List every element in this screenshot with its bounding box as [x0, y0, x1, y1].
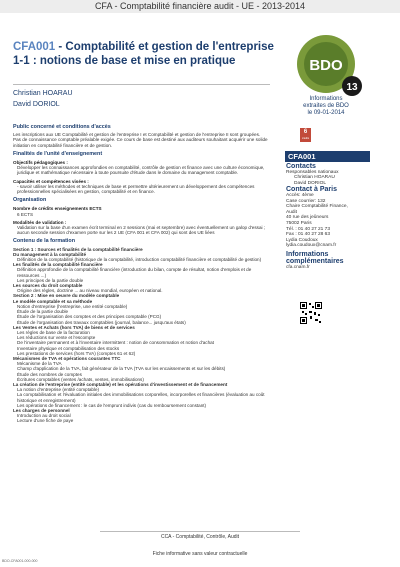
content-item: Introduction au droit social	[17, 413, 71, 419]
contact-place-lines	[286, 193, 370, 249]
contact-place-line: 40 rue des jeûneurs	[286, 215, 329, 221]
content-subheading: Les charges de personnel	[13, 407, 70, 413]
footer-line: CCA - Comptabilité, Contrôle, Audit	[160, 534, 240, 540]
course-code-bar-text: CFA001	[288, 152, 316, 161]
content-item: De l'inventaire permanent et à l'inventaire intermittent : notion de consommation et notion d'achat	[17, 340, 214, 346]
contact-place-heading: Contact à Paris	[286, 186, 337, 194]
content-item: Étude de l'organisation des travaux comptables (journal, balance... jusqu'aux états)	[17, 319, 186, 325]
footer-line: Fiche informative sans valeur contractuelle	[152, 551, 248, 557]
content-subheading: Les sources du droit comptable	[13, 283, 83, 289]
content-subheading: Les finalités de la comptabilité financière	[13, 262, 103, 268]
contact-place-line[interactable]: lydia.coudoux@cnam.fr	[286, 243, 337, 249]
credits-label: crédits	[301, 137, 310, 140]
caption-line: Informations	[309, 96, 343, 102]
paragraph: Les inscriptions aux UE Comptabilité et gestion de l'entreprise I et Comptabilité et gestion de l'entreprise II sont groupées.	[13, 132, 261, 138]
top-bar-text: CFA - Comptabilité financière audit - UE - 2013-2014	[94, 1, 306, 11]
contact-line: Responsables nationaux	[286, 169, 339, 175]
footer-divider	[100, 531, 300, 532]
contacts-heading: Contacts	[286, 163, 316, 170]
page-title	[13, 40, 275, 68]
bdo-logo-icon	[296, 32, 364, 100]
caption-line: extraites de BDO	[303, 103, 349, 109]
credits-number: 6	[303, 129, 308, 135]
logo-text: BDO	[309, 57, 343, 74]
paragraph: 6 ECTS	[17, 211, 34, 217]
paragraph: Développer les connaissances approfondies en comptabilité, contrôle de gestion et finance avec une culture économique, juridique et mathématique nécessaire à toute poursuite d'étude dans le domaine du management comptable.	[17, 165, 265, 176]
caption-line: le 09-01-2014	[307, 110, 345, 116]
paragraph: - savoir utiliser les méthodes et techniques de base et permettre ultérieurement un développement des compétences professionnelles spécialisées en gestion, comptabilité et en finance.	[17, 183, 255, 195]
contact-place-line: Case courrier: 132	[286, 198, 326, 204]
content-item: Les opérations de financement : le cas de l'emprunt indivis (cas du remboursement constant)	[17, 402, 207, 408]
content-item: La comptabilisation et l'évaluation initiales des immobilisations corporelles, incorporelles et financières (évaluation au coût historique et enregistrement)	[17, 392, 265, 403]
contact-place-line: Fax : 01 40 27 28 63	[286, 232, 331, 238]
paragraph: Pas de connaissance comptable préalable exigée. Ce cours de base est destiné aux auditeurs souhaitant acquérir une solide initiation en comptabilité financière et de gestion.	[13, 137, 268, 148]
contact-line: Christian HOARAU	[294, 175, 335, 181]
content-item: Origine des règles, doctrine ... au niveau mondial, européen et national.	[17, 288, 163, 294]
content-subheading: Le modèle comptable et sa méthode	[13, 298, 93, 304]
content-list	[13, 247, 270, 424]
content-item: Les prestations de services (hors TVA) (comptes 61 et 62)	[17, 350, 136, 356]
section-heading-organisation: Organisation	[13, 197, 47, 204]
credits-badge	[300, 128, 311, 142]
content-item: Les réductions sur vente et l'escompte	[17, 335, 96, 341]
content-item: Étude de la partie double	[17, 309, 69, 315]
course-title: Comptabilité et gestion de l'entreprise 1-1 : notions de base et mise en pratique	[13, 41, 274, 67]
content-item: Définition de la comptabilité (historique de la comptabilité, introduction comptabilité financière et comptabilité de gestion)	[17, 257, 262, 263]
content-item: Champ d'application de la TVA, fait générateur de la TVA (TVA sur les encaissements et sur les débits)	[17, 366, 226, 372]
content-item: Écritures comptables (ventes /achats, ventes, immobilisations)	[17, 376, 144, 382]
top-bar	[0, 0, 400, 13]
logo-number: 13	[346, 82, 358, 93]
subheading: Modalités de validation :	[13, 219, 67, 225]
content-item: Étude des nombres de comptes	[17, 371, 82, 377]
contact-place-line: Lydia Coudoux	[286, 237, 318, 243]
info-caption	[282, 96, 370, 117]
paragraph: Validation sur la base d'un examen écrit terminal en 2 sessions (mai et septembre) avec éventuellement un galop d'essai ; aucun seconde session d'examen porte sur les 2 UE (CFA 001 et CFA 002) qui sont des UE liées	[17, 225, 266, 236]
corner-id: BDO-CFA001-000-000	[2, 559, 38, 563]
section-heading-public: Public concerné et conditions d'accès	[13, 124, 111, 130]
subheading: Nombre de crédits enseignements ECTS	[13, 206, 102, 212]
content-item: Définition approfondie de la comptabilité financière (introduction du bilan, compte de résultat, notion d'emplois et de ressources ...)	[17, 267, 252, 278]
contact-place-line: Chaire Comptabilité Finance,	[286, 204, 348, 210]
content-subheading: La création de l'entreprise (entité comptable) et les opérations d'investissement et de financement	[13, 381, 228, 387]
content-item: Lecture d'une fiche de paye	[17, 418, 74, 424]
contact-line: David DORIOL	[294, 180, 326, 186]
content-item: Inventaire physique et comptabilisation des stocks	[17, 345, 120, 351]
content-subheading: Mécanismes de TVA et opérations courantes TTC	[13, 355, 121, 361]
author-name: David DORIOL	[13, 101, 60, 108]
content-subheading: Les Ventes et Achats (hors TVA) de biens et de services	[13, 324, 135, 330]
subheading: Objectifs pédagogiques :	[13, 160, 68, 166]
content-subheading: Section 1 : Sources et finalités de la comptabilité financière	[13, 246, 143, 252]
author-name: Christian HOARAU	[13, 90, 73, 97]
info-url[interactable]: cfa.cnam.fr	[286, 264, 310, 270]
section-heading-contenu: Contenu de la formation	[13, 238, 75, 245]
content-item: Mécanisme de la TVA	[17, 361, 62, 367]
section-heading-finalites: Finalités de l'unité d'enseignement	[13, 150, 103, 157]
course-code-bar	[285, 151, 370, 162]
content-item: Étude de l'organisation des comptes et des principes comptable (PCG)	[17, 314, 162, 320]
contact-place-line: Accès: 4ème	[286, 192, 314, 198]
main-content	[13, 121, 270, 424]
contacts-box	[286, 164, 370, 271]
title-divider	[13, 84, 270, 85]
content-subheading: Section 2 : Mise en oeuvre du modèle comptable	[13, 293, 120, 299]
content-item: La notion d'entreprise (entité comptable)	[17, 387, 100, 393]
content-subheading: Du management à la comptabilité	[13, 251, 87, 257]
title-separator: -	[55, 41, 66, 53]
content-item: Notion d'entreprise (l'entreprise, une entité comptable)	[17, 303, 128, 309]
content-item: Les principes de la partie double	[17, 277, 84, 283]
contact-place-line: 75002 Paris	[286, 220, 312, 226]
qr-code-icon	[300, 302, 322, 324]
contact-place-line: Tél. : 01 40 27 21 73	[286, 226, 331, 232]
subheading: Capacités et compétences visées :	[13, 178, 89, 184]
info-heading: Informations complémentaires	[286, 250, 344, 265]
content-item: Les règles de base de la facturation	[17, 329, 90, 335]
course-code: CFA001	[13, 41, 56, 53]
contact-place-line: Audit	[286, 209, 297, 215]
